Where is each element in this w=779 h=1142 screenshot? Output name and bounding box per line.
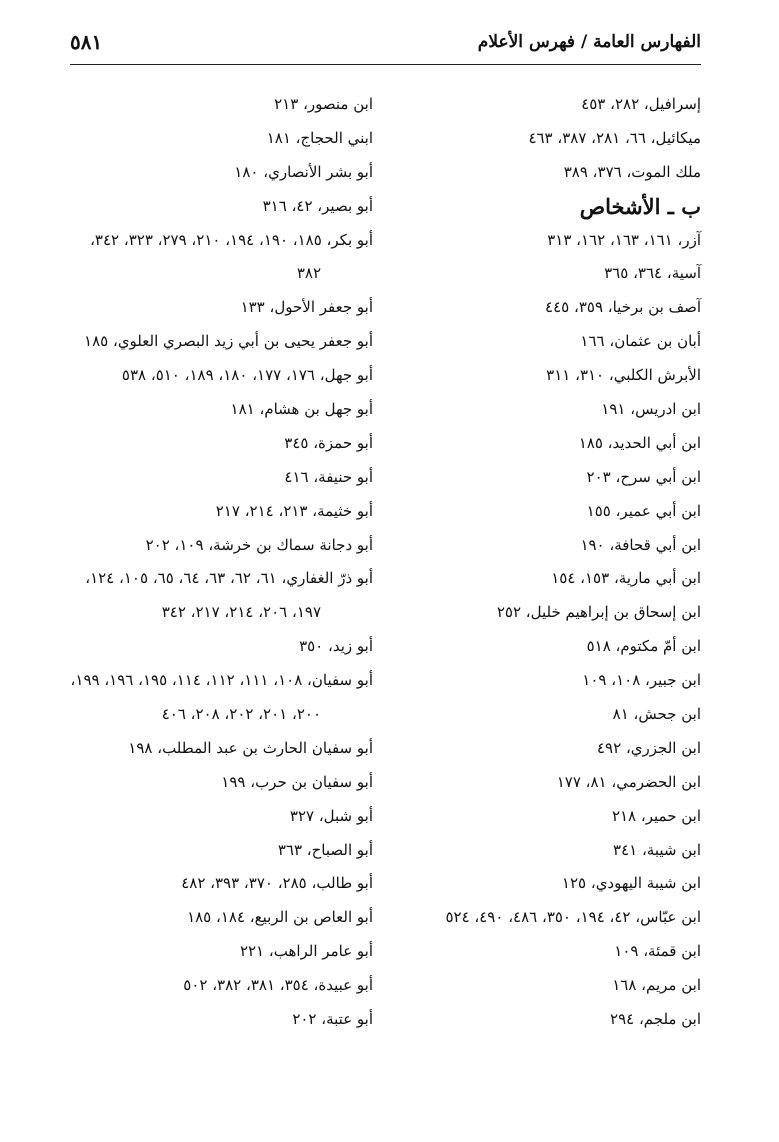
index-entry: ابن الجزري، ٤٩٢ (597, 738, 701, 757)
index-entry: ابن الحضرمي، ٨١، ١٧٧ (556, 772, 701, 791)
section-heading: ب ـ الأشخاص (579, 193, 701, 219)
index-entry: ابن حمير، ٢١٨ (611, 806, 701, 825)
index-entry: آزر، ١٦١، ١٦٣، ١٦٢، ٣١٣ (547, 230, 701, 249)
index-entry: ميكائيل، ٦٦، ٢٨١، ٣٨٧، ٤٦٣ (528, 128, 701, 147)
index-entry-continuation: ٢٠٠، ٢٠١، ٢٠٢، ٢٠٨، ٤٠٦ (161, 705, 321, 724)
index-entry: ابن شيبة اليهودي، ١٢٥ (561, 874, 701, 893)
index-entry: أبو شبل، ٣٢٧ (289, 806, 373, 825)
index-entry: أبو جعفر الأحول، ١٣٣ (240, 298, 373, 317)
index-entry: أبو زيد، ٣٥٠ (299, 637, 373, 656)
index-entry: أبو عبيدة، ٣٥٤، ٣٨١، ٣٨٢، ٥٠٢ (183, 976, 373, 995)
index-entry: أبو عامر الراهب، ٢٢١ (239, 942, 373, 961)
page-number: ٥٨١ (70, 30, 103, 54)
index-entry-continuation: ٣٨٢ (296, 264, 321, 283)
index-entry: أبو طالب، ٢٨٥، ٣٧٠، ٣٩٣، ٤٨٢ (181, 874, 373, 893)
index-entry: آصف بن برخيا، ٣٥٩، ٤٤٥ (545, 298, 701, 317)
index-entry: ابن أبي عمير، ١٥٥ (586, 501, 701, 520)
index-entry: أبو جعفر يحيى بن أبي زيد البصري العلوي، ١٨٥ (84, 332, 373, 351)
index-entry: ابن أبي مارية، ١٥٣، ١٥٤ (551, 569, 701, 588)
index-entry: ملك الموت، ٣٧٦، ٣٨٩ (563, 162, 701, 181)
index-column-left (47, 88, 373, 1037)
index-entry: أبان بن عثمان، ١٦٦ (580, 332, 701, 351)
page-header-title: الفهارس العامة / فهرس الأعلام (477, 32, 701, 52)
index-entry: ابن أبي قحافة، ١٩٠ (580, 535, 701, 554)
index-entry: أبو ذرّ الغفاري، ٦١، ٦٢، ٦٣، ٦٤، ٦٥، ١٠٥، ١٢٤، (85, 569, 373, 588)
index-entry: إسرافيل، ٢٨٢، ٤٥٣ (581, 95, 701, 113)
index-entry-continuation: ١٩٧، ٢٠٦، ٢١٤، ٢١٧، ٣٤٢ (161, 603, 321, 622)
index-entry: ابن جبير، ١٠٨، ١٠٩ (582, 671, 701, 690)
index-entry: ابن ادريس، ١٩١ (601, 400, 701, 419)
index-entry: ابن أبي سرح، ٢٠٣ (586, 467, 701, 486)
index-entry: أبو بصير، ٤٢، ٣١٦ (262, 196, 373, 215)
index-entry: أبو سفيان، ١٠٨، ١١١، ١١٢، ١١٤، ١٩٥، ١٩٦، ١٩٩، (70, 671, 373, 690)
page-header (70, 28, 701, 65)
index-entry: ابن مريم، ١٦٨ (612, 976, 701, 995)
index-entry: آسية، ٣٦٤، ٣٦٥ (604, 264, 701, 283)
index-entry: أبو حمزة، ٣٤٥ (284, 433, 373, 452)
index-entry: أبو جهل بن هشام، ١٨١ (230, 400, 373, 419)
index-entry: أبو سفيان الحارث بن عبد المطلب، ١٩٨ (128, 738, 373, 757)
index-entry: ابن شيبة، ٣٤١ (613, 840, 701, 859)
index-entry: الأبرش الكلبي، ٣١٠، ٣١١ (546, 366, 701, 385)
index-entry: ابني الحجاج، ١٨١ (266, 128, 373, 147)
index-entry: أبو بكر، ١٨٥، ١٩٠، ١٩٤، ٢١٠، ٢٧٩، ٣٢٣، ٣٤٢، (90, 230, 373, 249)
index-entry: ابن جحش، ٨١ (612, 705, 701, 724)
index-entry: ابن أبي الحديد، ١٨٥ (578, 433, 701, 452)
index-entry: أبو جهل، ١٧٦، ١٧٧، ١٨٠، ١٨٩، ٥١٠، ٥٣٨ (121, 366, 373, 385)
index-entry: ابن إسحاق بن إبراهيم خليل، ٢٥٢ (496, 603, 701, 622)
index-entry: أبو العاص بن الربيع، ١٨٤، ١٨٥ (187, 908, 373, 927)
index-entry: أبو خثيمة، ٢١٣، ٢١٤، ٢١٧ (215, 501, 373, 520)
index-entry: أبو عتبة، ٢٠٢ (292, 1010, 373, 1029)
index-entry: أبو دجانة سماك بن خرشة، ١٠٩، ٢٠٢ (145, 535, 373, 554)
index-entry: أبو سفيان بن حرب، ١٩٩ (221, 772, 373, 791)
index-entry: أبو الصباح، ٣٦٣ (277, 840, 373, 859)
index-column-right (381, 88, 701, 1037)
index-entry: أبو بشر الأنصاري، ١٨٠ (234, 162, 373, 181)
index-entry: ابن منصور، ٢١٣ (274, 95, 373, 113)
index-entry: ابن ملجم، ٢٩٤ (610, 1010, 701, 1029)
index-entry: أبو حنيفة، ٤١٦ (284, 467, 373, 486)
index-entry: ابن قمئة، ١٠٩ (614, 942, 701, 961)
index-entry: ابن أمّ مكتوم، ٥١٨ (586, 637, 701, 656)
index-entry: ابن عبّاس، ٤٢، ١٩٤، ٣٥٠، ٤٨٦، ٤٩٠، ٥٢٤ (445, 908, 701, 927)
